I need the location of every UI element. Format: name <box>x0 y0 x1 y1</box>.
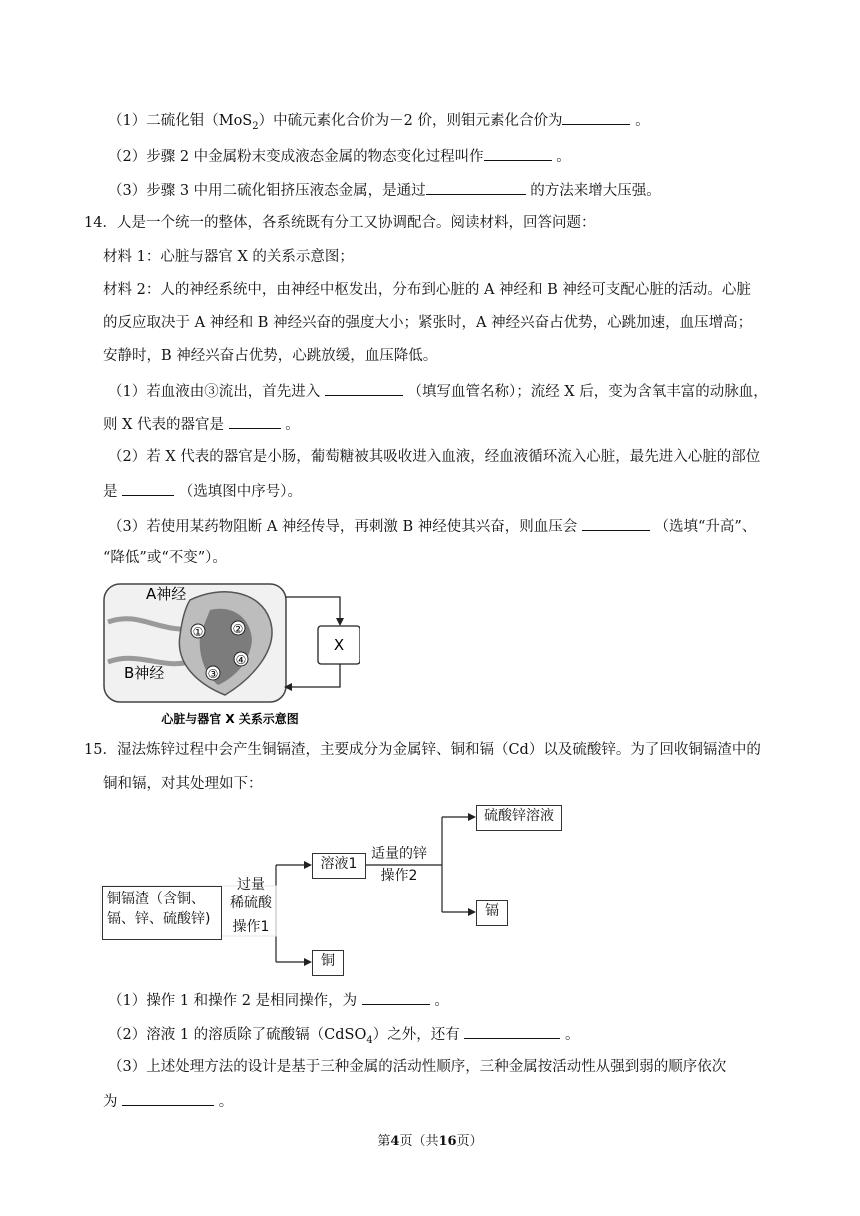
organ-x-label: X <box>333 636 345 654</box>
q14-material2-line1: 材料 2：人的神经系统中，由神经中枢发出，分布到心脏的 A 神经和 B 神经可支配心脏的活动。心脏 <box>103 282 751 298</box>
q15-stem-line2: 铜和镉，对其处理如下： <box>103 776 263 792</box>
op2-label: 操作2 <box>380 868 418 884</box>
b-nerve-label: B神经 <box>124 664 165 682</box>
start-material-box: 铜镉渣（含铜、 镉、锌、硫酸锌) <box>102 886 222 940</box>
answer-blank[interactable] <box>229 413 281 429</box>
op1-label: 操作1 <box>232 919 270 935</box>
answer-blank[interactable] <box>484 145 552 161</box>
arrow-to-x <box>286 597 340 620</box>
q13-part1: （1）二硫化钼（MoS$_2$）中硫元素化合价为－2 价，则钼元素化合价为 。 <box>108 109 650 137</box>
znso4-solution-box: 硫酸锌溶液 <box>476 805 562 831</box>
page-footer: 第4页（共16页） <box>377 1134 483 1149</box>
q15-part2: （2）溶液 1 的溶质除了硫酸镉（CdSO$_4$）之外，还有 。 <box>108 1023 579 1051</box>
q14-material2-line3: 安静时，B 神经兴奋占优势，心跳放缓，血压降低。 <box>103 348 438 364</box>
q15-part3: （3）上述处理方法的设计是基于三种金属的活动性顺序，三种金属按活动性从强到弱的顺序依次 <box>108 1059 727 1075</box>
reagent1-label: 过量 稀硫酸 <box>230 877 272 911</box>
answer-blank[interactable] <box>325 380 403 396</box>
q14-part1: （1）若血液由③流出，首先进入 （填写血管名称）；流经 X 后，变为含氧丰富的动脉血， <box>108 380 768 402</box>
q14-part2: （2）若 X 代表的器官是小肠，葡萄糖被其吸收进入血液，经血液循环流入心脏，最先进入心脏的部位 <box>108 449 761 465</box>
label-2: ② <box>232 622 244 636</box>
answer-blank[interactable] <box>464 1023 560 1039</box>
heart-organ-diagram <box>100 580 360 728</box>
answer-blank[interactable] <box>122 1090 214 1106</box>
label-4: ④ <box>235 653 247 667</box>
reagent2-label: 适量的锌 <box>371 846 427 862</box>
q14-stem: 14．人是一个统一的整体，各系统既有分工又协调配合。阅读材料，回答问题： <box>84 215 596 231</box>
q15-part3-cont: 为 。 <box>103 1090 233 1112</box>
answer-blank[interactable] <box>426 179 526 195</box>
figure-caption: 心脏与器官 X 关系示意图 <box>161 712 299 726</box>
page-number: 4 <box>390 1134 400 1149</box>
q13-part3: （3）步骤 3 中用二硫化钼挤压液态金属，是通过 的方法来增大压强。 <box>108 179 661 201</box>
solution1-box: 溶液1 <box>312 853 366 879</box>
answer-blank[interactable] <box>122 480 174 496</box>
answer-blank[interactable] <box>562 109 630 125</box>
label-3: ③ <box>207 667 219 681</box>
copper-box: 铜 <box>312 950 344 976</box>
q14-part3-cont: “降低”或“不变”）。 <box>103 550 227 566</box>
label-1: ① <box>192 625 204 639</box>
a-nerve-label: A神经 <box>146 585 187 603</box>
q14-part1-cont: 则 X 代表的器官是 。 <box>103 413 300 435</box>
answer-blank[interactable] <box>362 989 430 1005</box>
arrow-from-x <box>290 664 340 687</box>
q15-stem-line1: 15．湿法炼锌过程中会产生铜镉渣，主要成分为金属锌、铜和镉（Cd）以及硫酸锌。为了回收铜镉渣中的 <box>84 742 761 758</box>
total-pages: 16 <box>438 1134 457 1149</box>
answer-blank[interactable] <box>582 515 650 531</box>
q14-material2-line2: 的反应取决于 A 神经和 B 神经兴奋的强度大小；紧张时，A 神经兴奋占优势，心跳加速，血压增高； <box>103 315 753 331</box>
q15-part1: （1）操作 1 和操作 2 是相同操作，为 。 <box>108 989 449 1011</box>
q14-part3: （3）若使用某药物阻断 A 神经传导，再刺激 B 神经使其兴奋，则血压会 （选填“升高”、 <box>108 515 756 537</box>
q14-material1: 材料 1：心脏与器官 X 的关系示意图； <box>103 249 354 265</box>
q14-part2-cont: 是 （选填图中序号）。 <box>103 480 302 502</box>
cadmium-box: 镉 <box>476 900 508 926</box>
q13-part2: （2）步骤 2 中金属粉末变成液态金属的物态变化过程叫作 。 <box>108 145 571 167</box>
